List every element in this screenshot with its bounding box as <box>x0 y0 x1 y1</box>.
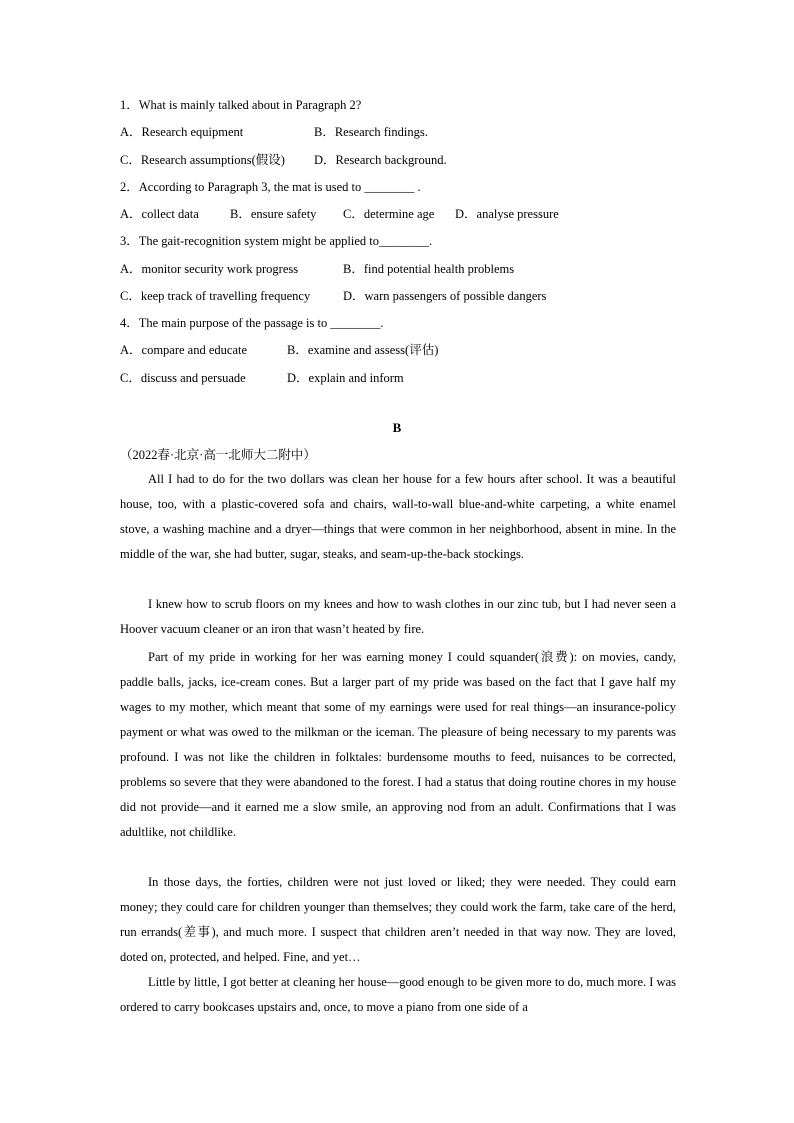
paragraph-1-text: All I had to do for the two dollars was clean her house for a few hours after school. It was a beautiful house, too, with a plastic-covered sofa and chairs, wall-to-wall blue-and-white carpeting, a white enamel stove, a washing machine and a dryer—things that were common in her neighborhood, absent in mine. In the middle of the war, she had butter, sugar, steaks, and seam-up-the-back stockings. <box>120 472 676 561</box>
paragraph-4-text: In those days, the forties, children were not just loved or liked; they were needed. They could earn money; they could care for children younger than themselves; they could work the farm, take care of the herd, run errands(差事), and much more. I suspect that children aren’t needed in that way now. They are loved, doted on, protected, and helped. Fine, and yet… <box>120 875 676 964</box>
passage-paragraph-2 <box>120 592 676 642</box>
question-1-option-c: C．Research assumptions(假设) <box>120 153 285 167</box>
passage-paragraph-4 <box>120 870 676 970</box>
question-2-option-c: C．determine age <box>343 207 435 221</box>
question-3-stem: 3．The gait-recognition system might be applied to________. <box>120 234 433 248</box>
question-2-option-b: B．ensure safety <box>230 207 317 221</box>
question-2-stem: 2．According to Paragraph 3, the mat is used to ________ . <box>120 180 421 194</box>
question-1-option-a: A．Research equipment <box>120 125 244 139</box>
question-4-option-b: B．examine and assess(评估) <box>287 343 439 357</box>
paragraph-2-text: I knew how to scrub floors on my knees and how to wash clothes in our zinc tub, but I had never seen a Hoover vacuum cleaner or an iron that wasn’t heated by fire. <box>120 597 676 636</box>
question-2-option-d: D．analyse pressure <box>455 207 559 221</box>
question-3-option-d: D．warn passengers of possible dangers <box>343 289 547 303</box>
paragraph-3-text: Part of my pride in working for her was earning money I could squander(浪费): on movies, candy, paddle balls, jacks, ice-cream cones. But a larger part of my pride was based on the fact that I gave half my wages to my mother, which meant that some of my earnings were used for real things—an insurance-policy payment or what was owed to the milkman or the iceman. The pleasure of being necessary to my parents was profound. I was not like the children in folktales: burdensome mouths to feed, nuisances to be corrected, problems so severe that they were abandoned to the forest. I had a status that doing routine chores in my house did not provide—and it earned me a slow smile, an approving nod from an adult. Confirmations that I was adultlike, not childlike. <box>120 650 676 839</box>
question-4-option-d: D．explain and inform <box>287 371 404 385</box>
question-4-stem: 4．The main purpose of the passage is to ________. <box>120 316 384 330</box>
question-1-option-b: B．Research findings. <box>314 125 428 139</box>
question-2-option-a: A．collect data <box>120 207 199 221</box>
passage-paragraph-5 <box>120 970 676 1020</box>
section-letter: B <box>392 420 402 435</box>
passage-paragraph-3 <box>120 645 676 845</box>
question-4-option-c: C．discuss and persuade <box>120 371 246 385</box>
question-4-option-a: A．compare and educate <box>120 343 248 357</box>
source-citation: （2022春·北京·高一北师大二附中） <box>120 448 316 462</box>
passage-paragraph-1 <box>120 467 676 567</box>
question-1-option-d: D．Research background. <box>314 153 447 167</box>
question-3-option-a: A．monitor security work progress <box>120 262 299 276</box>
question-3-option-c: C．keep track of travelling frequency <box>120 289 311 303</box>
question-3-option-b: B．find potential health problems <box>343 262 515 276</box>
paragraph-5-text: Little by little, I got better at cleaning her house—good enough to be given more to do, much more. I was ordered to carry bookcases upstairs and, once, to move a piano from one side of a <box>120 975 676 1014</box>
question-1-stem: 1．What is mainly talked about in Paragraph 2? <box>120 98 362 112</box>
